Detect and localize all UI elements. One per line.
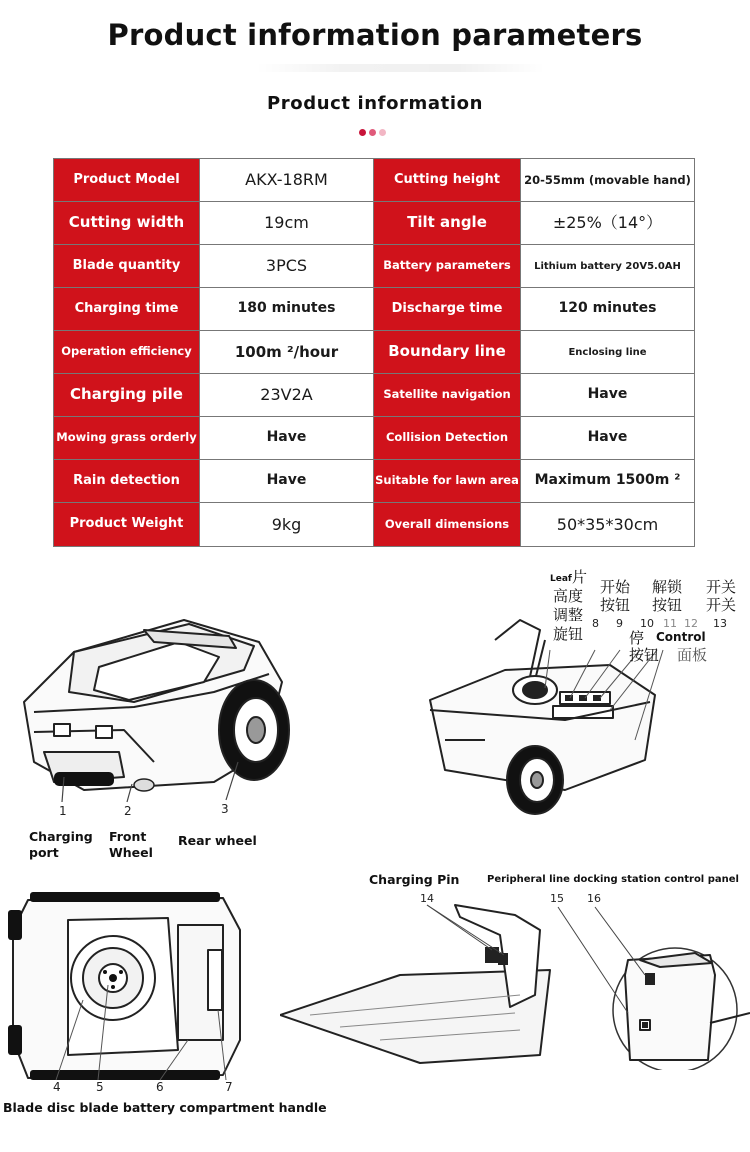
callout-number: 5	[96, 1080, 104, 1094]
caption-charging-port: Charging port	[29, 829, 93, 860]
spec-value: 180 minutes	[200, 288, 374, 331]
spec-label: Overall dimensions	[374, 503, 521, 547]
title-underline-decoration	[255, 64, 545, 72]
label-cjk-switch: 开关	[706, 578, 737, 596]
charging-station-illustration	[280, 895, 750, 1070]
spec-value: Lithium battery 20V5.0AH	[521, 245, 695, 288]
spec-value: 100m ²/hour	[200, 331, 374, 374]
dot-1	[359, 129, 366, 136]
label-cjk-adjust: 调整	[553, 606, 584, 624]
callout-number: 4	[53, 1080, 61, 1094]
callout-number: 16	[587, 892, 601, 905]
table-row	[54, 202, 695, 245]
spec-label: Boundary line	[374, 331, 521, 374]
label-cjk-panel: 面板	[677, 646, 708, 664]
callout-number: 2	[124, 804, 132, 818]
spec-value: Enclosing line	[521, 331, 695, 374]
label-cjk-knob: 旋钮	[553, 625, 584, 643]
callout-number: 6	[156, 1080, 164, 1094]
table-row	[54, 460, 695, 503]
label-cjk-unlock-button: 按钮	[652, 596, 683, 614]
spec-value: 3PCS	[200, 245, 374, 288]
callout-number: 13	[713, 617, 727, 630]
spec-label: Rain detection	[54, 460, 200, 503]
spec-label: Mowing grass orderly	[54, 417, 200, 460]
callout-number: 11	[663, 617, 677, 630]
label-cjk-switch-2: 开关	[706, 596, 737, 614]
caption-bottom-parts: Blade disc blade battery compartment handle	[3, 1100, 327, 1115]
callout-number: 15	[550, 892, 564, 905]
dot-2	[369, 129, 376, 136]
section-subtitle: Product information	[267, 93, 483, 114]
spec-label: Cutting height	[374, 159, 521, 202]
spec-label: Suitable for lawn area	[374, 460, 521, 503]
table-row	[54, 245, 695, 288]
table-row	[54, 331, 695, 374]
spec-label: Battery parameters	[374, 245, 521, 288]
label-cjk-unlock: 解锁	[652, 578, 683, 596]
spec-value: 20-55mm (movable hand)	[521, 159, 695, 202]
callout-number: 7	[225, 1080, 233, 1094]
spec-label: Satellite navigation	[374, 374, 521, 417]
spec-label: Charging pile	[54, 374, 200, 417]
spec-value: Have	[200, 417, 374, 460]
spec-value: 50*35*30cm	[521, 503, 695, 547]
spec-value: 120 minutes	[521, 288, 695, 331]
spec-label: Tilt angle	[374, 202, 521, 245]
table-row	[54, 159, 695, 202]
spec-label: Product Model	[54, 159, 200, 202]
spec-label: Charging time	[54, 288, 200, 331]
caption-charging-pin: Charging Pin	[369, 872, 460, 887]
mower-bottom-view-illustration	[8, 890, 248, 1085]
spec-value: Have	[200, 460, 374, 503]
spec-label: Blade quantity	[54, 245, 200, 288]
table-row	[54, 503, 695, 547]
spec-value: 23V2A	[200, 374, 374, 417]
label-control: Control	[656, 630, 706, 644]
label-cjk-stop: 停	[629, 629, 645, 647]
dot-3	[379, 129, 386, 136]
spec-label: Product Weight	[54, 503, 200, 547]
caption-rear-wheel: Rear wheel	[178, 833, 257, 848]
caption-station-control-panel: Peripheral line docking station control panel	[487, 874, 739, 885]
label-cjk-piece: 片	[572, 568, 588, 586]
callout-number: 8	[592, 617, 599, 630]
spec-table	[53, 158, 695, 547]
table-row	[54, 288, 695, 331]
decorative-dots	[359, 129, 399, 137]
spec-value: 9kg	[200, 503, 374, 547]
spec-value: Have	[521, 374, 695, 417]
spec-value: Have	[521, 417, 695, 460]
table-row	[54, 417, 695, 460]
page-title: Product information parameters	[107, 18, 643, 52]
spec-label: Cutting width	[54, 202, 200, 245]
table-row	[54, 374, 695, 417]
callout-number: 9	[616, 617, 623, 630]
callout-number: 10	[640, 617, 654, 630]
mower-front-view-illustration	[14, 612, 314, 812]
label-cjk-start: 开始	[600, 578, 631, 596]
callout-number: 12	[684, 617, 698, 630]
callout-number: 1	[59, 804, 67, 818]
spec-value: 19cm	[200, 202, 374, 245]
spec-value: ±25%（14°）	[521, 202, 695, 245]
spec-value: AKX-18RM	[200, 159, 374, 202]
spec-label: Discharge time	[374, 288, 521, 331]
label-cjk-height: 高度	[553, 587, 584, 605]
label-cjk-stop-button: 按钮	[629, 646, 660, 664]
label-cjk-start-button: 按钮	[600, 596, 631, 614]
spec-label: Operation efficiency	[54, 331, 200, 374]
spec-label: Collision Detection	[374, 417, 521, 460]
callout-number: 3	[221, 802, 229, 816]
label-leaf: Leaf	[550, 574, 572, 584]
caption-front-wheel: Front Wheel	[109, 829, 153, 860]
callout-number: 14	[420, 892, 434, 905]
spec-value: Maximum 1500m ²	[521, 460, 695, 503]
